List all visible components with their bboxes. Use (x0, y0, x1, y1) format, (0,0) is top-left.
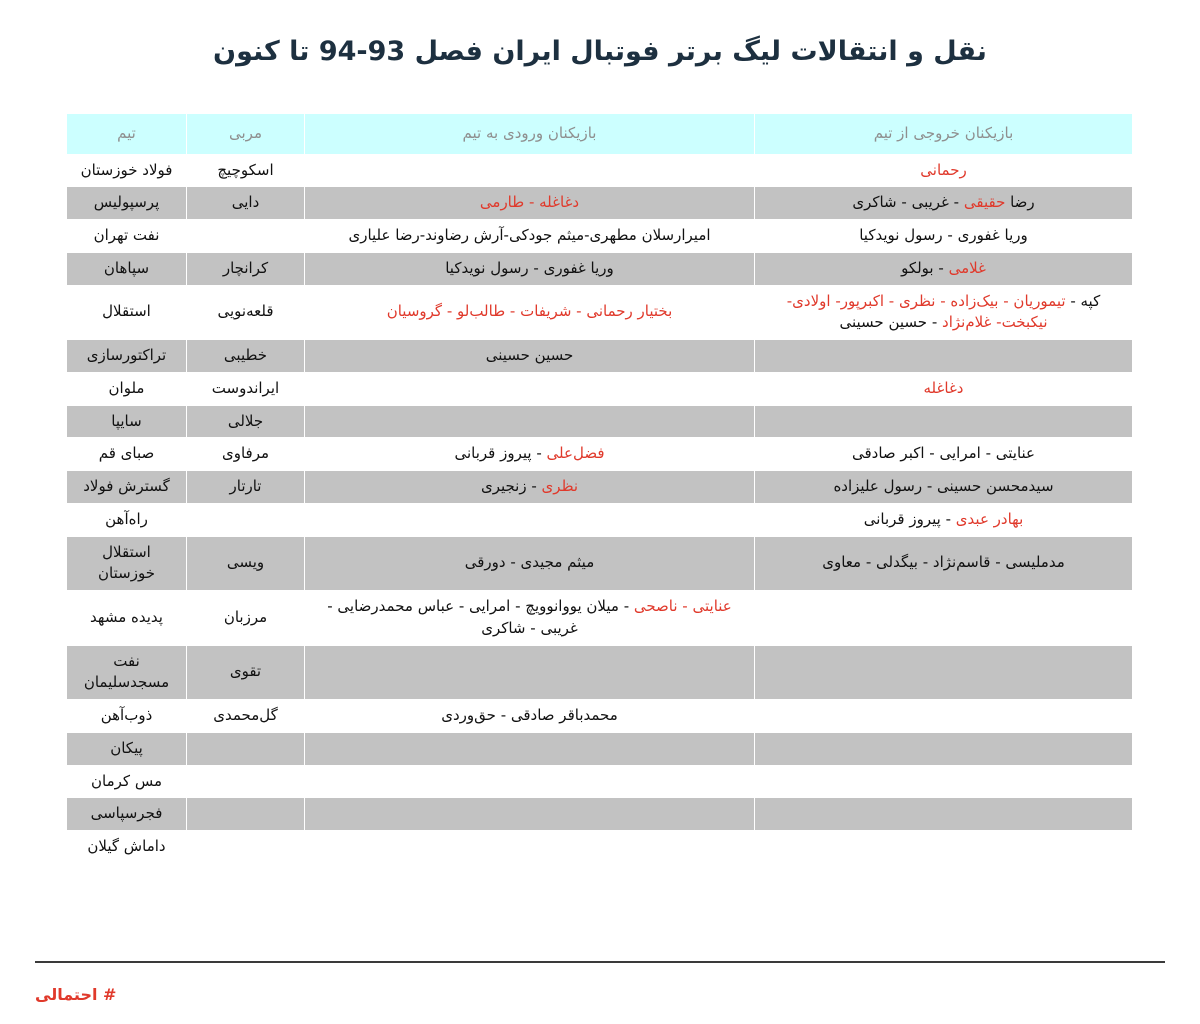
cell-coach: کرانچار (187, 252, 305, 285)
cell-incoming-players (305, 340, 755, 373)
cell-outgoing-players (755, 187, 1133, 220)
footer (0, 961, 1200, 1024)
column-header-coach: مربی (187, 113, 305, 154)
cell-incoming-players (305, 220, 755, 253)
cell-outgoing-players (755, 591, 1133, 646)
cell-incoming-players (305, 700, 755, 733)
cell-outgoing-players (755, 252, 1133, 285)
cell-outgoing-players (755, 536, 1133, 591)
table-row (67, 645, 1133, 700)
cell-coach: دایی (187, 187, 305, 220)
cell-coach (187, 220, 305, 253)
player-name: - پیروز قربانی (863, 509, 956, 528)
cell-incoming-players (305, 252, 755, 285)
highlighted-player-name: حقیقی (963, 193, 1006, 212)
cell-team: استقلال خوزستان (67, 536, 187, 591)
cell-outgoing-players (755, 471, 1133, 504)
table-row (67, 591, 1133, 646)
cell-outgoing-players (755, 220, 1133, 253)
header-row (67, 113, 1133, 154)
highlighted-player-name: دغاغله (923, 378, 964, 397)
table-row (67, 700, 1133, 733)
cell-incoming-players (305, 154, 755, 187)
player-name: عنایتی - امرایی - اکبر صادقی (851, 444, 1035, 463)
player-name: کپه - (1065, 291, 1101, 310)
cell-outgoing-players (755, 154, 1133, 187)
cell-outgoing-players (755, 405, 1133, 438)
cell-incoming-players (305, 798, 755, 831)
cell-team: پدیده مشهد (67, 591, 187, 646)
cell-outgoing-players (755, 831, 1133, 864)
cell-incoming-players (305, 765, 755, 798)
cell-incoming-players (305, 645, 755, 700)
player-name: امیرارسلان مطهری-میثم جودکی-آرش رضاوند-رضا علیاری (348, 226, 711, 245)
cell-outgoing-players (755, 340, 1133, 373)
table-row (67, 765, 1133, 798)
table-row (67, 405, 1133, 438)
cell-coach: قلعه‌نویی (187, 285, 305, 340)
cell-incoming-players (305, 187, 755, 220)
cell-outgoing-players (755, 732, 1133, 765)
table-row (67, 503, 1133, 536)
player-name: میثم مجیدی - دورقی (464, 553, 595, 572)
transfers-table-container (67, 113, 1133, 864)
column-header-incoming-players: بازیکنان ورودی به تیم (305, 113, 755, 154)
cell-outgoing-players (755, 798, 1133, 831)
cell-team: سپاهان (67, 252, 187, 285)
cell-team: پرسپولیس (67, 187, 187, 220)
cell-coach: خطیبی (187, 340, 305, 373)
cell-team: صبای قم (67, 438, 187, 471)
cell-coach (187, 831, 305, 864)
cell-coach: ویسی (187, 536, 305, 591)
player-name: - بولکو (901, 258, 949, 277)
table-row (67, 798, 1133, 831)
table-row (67, 154, 1133, 187)
highlighted-player-name: عنایتی - ناصحی (633, 597, 732, 616)
cell-coach: گل‌محمدی (187, 700, 305, 733)
cell-team: فولاد خوزستان (67, 154, 187, 187)
player-name: - حسین حسینی (839, 313, 943, 332)
player-name: رضا (1005, 193, 1035, 212)
cell-outgoing-players (755, 285, 1133, 340)
cell-coach: جلالی (187, 405, 305, 438)
cell-coach: ایراندوست (187, 372, 305, 405)
player-name: - پیروز قربانی (454, 444, 547, 463)
table-row (67, 372, 1133, 405)
player-name: سیدمحسن حسینی - رسول علیزاده (833, 477, 1054, 496)
cell-team: استقلال (67, 285, 187, 340)
cell-coach: مرفاوی (187, 438, 305, 471)
cell-outgoing-players (755, 372, 1133, 405)
player-name: - میلان یووانوویچ - امرایی - عباس محمدرضایی - غریبی - شاکری (327, 597, 634, 637)
cell-team: داماش گیلان (67, 831, 187, 864)
cell-team: نفت تهران (67, 220, 187, 253)
cell-coach: اسکوچیچ (187, 154, 305, 187)
cell-incoming-players (305, 405, 755, 438)
footer-note-container (35, 963, 1165, 1024)
cell-team: ملوان (67, 372, 187, 405)
cell-coach: مرزبان (187, 591, 305, 646)
player-name: - غریبی - شاکری (852, 193, 964, 212)
table-row (67, 220, 1133, 253)
cell-outgoing-players (755, 765, 1133, 798)
player-name: محمدباقر صادقی - حق‌وردی (441, 706, 618, 725)
highlighted-player-name: غلامی (948, 258, 986, 277)
cell-team: راه‌آهن (67, 503, 187, 536)
cell-team: نفت مسجدسلیمان (67, 645, 187, 700)
cell-incoming-players (305, 536, 755, 591)
footnote-probable-label: # احتمالی (35, 985, 117, 1004)
cell-coach: تارتار (187, 471, 305, 504)
cell-incoming-players (305, 471, 755, 504)
cell-team: فجرسپاسی (67, 798, 187, 831)
cell-incoming-players (305, 732, 755, 765)
cell-coach (187, 798, 305, 831)
table-header (67, 113, 1133, 154)
player-name: حسین حسینی (485, 346, 574, 365)
player-name: - زنجیری (480, 477, 542, 496)
cell-outgoing-players (755, 438, 1133, 471)
player-name: وریا غفوری - رسول نویدکیا (445, 258, 614, 277)
cell-incoming-players (305, 372, 755, 405)
cell-incoming-players (305, 438, 755, 471)
cell-team: سایپا (67, 405, 187, 438)
highlighted-player-name: بهادر عبدی (955, 509, 1024, 528)
cell-coach (187, 765, 305, 798)
table-row (67, 732, 1133, 765)
highlighted-player-name: بختیار رحمانی - شریفات - طالب‌لو - گروسیان (386, 302, 673, 321)
table-row (67, 187, 1133, 220)
cell-outgoing-players (755, 700, 1133, 733)
cell-outgoing-players (755, 503, 1133, 536)
cell-incoming-players (305, 591, 755, 646)
cell-coach: تقوی (187, 645, 305, 700)
cell-team: مس کرمان (67, 765, 187, 798)
table-row (67, 340, 1133, 373)
table-row (67, 285, 1133, 340)
cell-team: گسترش فولاد (67, 471, 187, 504)
cell-coach (187, 503, 305, 536)
highlighted-player-name: دغاغله - طارمی (479, 193, 580, 212)
page-title: نقل و انتقالات لیگ برتر فوتبال ایران فصل 93-94 تا کنون (213, 36, 987, 68)
player-name: مدملیسی - قاسم‌نژاد - بیگدلی - معاوی (822, 553, 1065, 572)
highlighted-player-name: رحمانی (920, 160, 967, 179)
column-header-outgoing-players: بازیکنان خروجی از تیم (755, 113, 1133, 154)
cell-team: تراکتورسازی (67, 340, 187, 373)
transfers-table (66, 113, 1133, 864)
cell-coach (187, 732, 305, 765)
cell-incoming-players (305, 285, 755, 340)
player-name: وریا غفوری - رسول نویدکیا (859, 226, 1028, 245)
cell-outgoing-players (755, 645, 1133, 700)
highlighted-player-name: تیموریان - بیک‌زاده - نظری - اکبرپور- اولادی- نیکبخت- غلام‌نژاد (786, 291, 1066, 332)
cell-team: پیکان (67, 732, 187, 765)
page-title-container (0, 0, 1200, 99)
table-row (67, 252, 1133, 285)
table-row (67, 831, 1133, 864)
highlighted-player-name: نظری (541, 477, 579, 496)
table-row (67, 438, 1133, 471)
cell-incoming-players (305, 831, 755, 864)
cell-team: ذوب‌آهن (67, 700, 187, 733)
column-header-team: تیم (67, 113, 187, 154)
table-row (67, 471, 1133, 504)
highlighted-player-name: فضل‌علی (546, 444, 605, 463)
table-body (67, 154, 1133, 863)
cell-incoming-players (305, 503, 755, 536)
table-row (67, 536, 1133, 591)
